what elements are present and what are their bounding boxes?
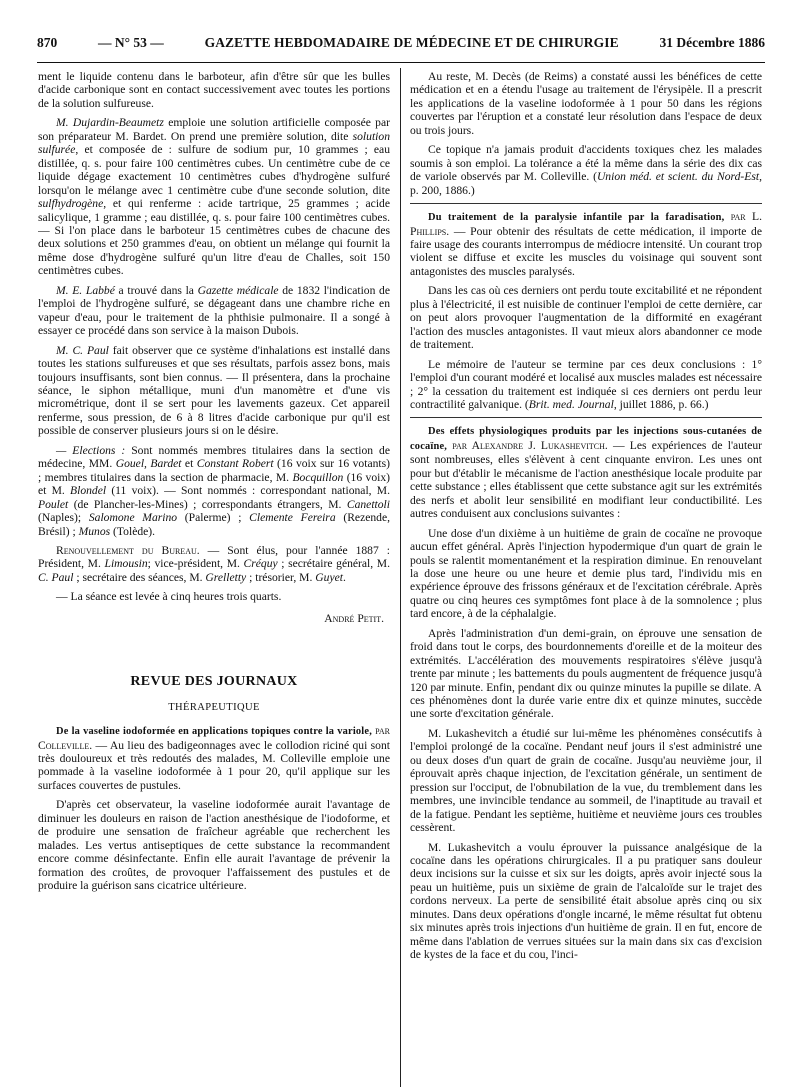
- journal-reference: Brit. med. Journal: [528, 397, 614, 411]
- bureau-label: Renouvellement du Bureau.: [56, 543, 200, 557]
- text-run: (Tolède).: [110, 524, 156, 538]
- article-title: Du traitement de la paralysie infantile par la faradisation,: [428, 212, 725, 224]
- paragraph-bureau: [38, 544, 390, 584]
- issue-number: — N° 53 —: [98, 35, 164, 50]
- column-divider: [400, 68, 401, 1087]
- article-separator: [410, 417, 762, 418]
- text-run: — Sont élus, pour l'année 1887 : Président, M.: [38, 543, 390, 571]
- text-run: et: [181, 457, 197, 471]
- term-italic: sulfhydrogène: [38, 197, 104, 211]
- text-run: (Palerme) ;: [177, 511, 250, 525]
- text-run: Sont nommés membres titulaires dans la section de médecine, MM.: [38, 443, 390, 471]
- article-cocaine: [410, 424, 762, 520]
- text-run: a trouvé dans la: [114, 283, 198, 297]
- paragraph-continuation: ment le liquide contenu dans le barboteur, afin d'être sûr que les bulles d'acide carbonique sont en contact successivement avec toutes les portions de la solution sulfureuse.: [38, 70, 390, 110]
- person-name: Guyet: [315, 570, 343, 584]
- paragraph-dose: Une dose d'un dixième à un huitième de grain de cocaïne ne provoque aucun effet général. Après l'injection hypodermique d'un quart de grain le pouls se ralentit momentanément et la respiration diminue. En renouvelant la dose une heure ou une heure et demie plus tard, l'individu mis en expérience éprouve des frissons généraux et de l'excitation cérébrale. Après quatre ou cinq heures ces symptômes font place à de la somnolence ; plus tard encore, à de la céphalalgie.: [410, 526, 762, 621]
- text-run: ; trésorier, M.: [246, 570, 316, 584]
- article-author: par Colleville.: [38, 724, 390, 752]
- article-paralysie: [410, 210, 762, 278]
- article-author: par L. Phillips.: [410, 210, 762, 238]
- text-run: , juillet 1886, p. 66.): [613, 397, 709, 411]
- paragraph-etudie: M. Lukashevitch a étudié sur lui-même les phénomènes consécutifs à l'emploi prolongé de la cocaïne. Pendant neuf jours il s'est administré une ou deux doses d'un quart de grain de cocaïne. Jusqu'au neuvième jour, il éprouvait après chaque injection, de l'excitation générale, un sentiment de pression sur l'occiput, de l'obnubilation de la vue, du tremblement dans les membres, une invincible tendance au sommeil, de l'inaptitude au travail et de la fatigue. Pendant les septième, huitième et neuvième jours ces troubles cessèrent.: [410, 726, 762, 835]
- person-name: Limousin: [104, 557, 148, 571]
- page-header: [37, 36, 765, 63]
- paragraph-topique: [410, 143, 762, 197]
- text-run: fait observer que ce système d'inhalations est installé dans toutes les stations sulfureuses et que ses résultats, parfois assez bons, mais toujours insuffisants, sont bien connus. — Il présentera, dans la prochaine séance, le siphon métallique, muni d'un manomètre et d'une vis micrométrique, dont il se sert pour les lavements gazeux. Cet appareil renferme, sous pression, de 6 à 8 litres d'acide carbonique pur qu'il est possible de conserver plusieurs jours si on le désire.: [38, 343, 390, 438]
- section-title: REVUE DES JOURNAUX: [130, 674, 298, 690]
- person-name: M. Dujardin-Beaumetz: [56, 116, 164, 130]
- text-run: Ce topique n'a jamais produit d'accidents toxiques chez les malades soumis à son emploi. La tolérance a été la même dans la série des dix cas de variole observés par M. Colleville. (: [410, 143, 762, 184]
- person-name: Munos: [78, 524, 111, 538]
- text-run: .: [342, 570, 346, 584]
- text-run: ; secrétaire général, M.: [277, 557, 390, 571]
- paragraph-dujardin: [38, 116, 390, 277]
- paragraph-labbe: [38, 284, 390, 338]
- text-run: (Naples);: [38, 511, 89, 525]
- paragraph-excitabilite: Dans les cas où ces derniers ont perdu toute excitabilité et ne répondent plus à l'électricité, il est nuisible de continuer l'emploi de cette dernière, car on peut alors provoquer l'augmentation de la difformité en exagérant l'action des muscles antagonistes. Il vaut mieux alors abandonner ce mode de traitement.: [410, 284, 762, 352]
- paragraph-deces: Au reste, M. Decès (de Reims) a constaté aussi les bénéfices de cette médication et en a étendu l'usage au traitement de l'érysipèle. Il a prescrit les applications de la vaseline iodoformée à 1 pour 50 dans les régions couvertes par l'éruption et a constaté leur résolution dans l'espace de deux ou trois jours.: [410, 70, 762, 137]
- elections-label: — Elections :: [56, 443, 126, 457]
- text-run: (11 voix). — Sont nommés : correspondant national, M.: [106, 484, 390, 498]
- signature-text: André Petit.: [324, 611, 384, 625]
- term-italic: solution sulfurée: [38, 129, 390, 157]
- text-run: , et qui renferme : acide tartrique, 25 grammes ; acide salicylique, 1 gramme ; eau distillée, q. s. pour faire 100 centimètres cubes. — Si l'on place dans le barboteur 15 centimètres cubes de chacune des deux solutions et 250 grammes d'eau, on obtient un mélange qui fournit la même dose d'hydrogène sulfuré qu'un litre d'eau de Challes, soit 150 centimètres cubes.: [38, 197, 390, 278]
- text-run: ; secrétaire des séances, M.: [73, 570, 206, 584]
- paragraph-paul: [38, 344, 390, 438]
- person-name: M. E. Labbé: [56, 283, 115, 297]
- journal-name: Gazette médicale: [197, 283, 279, 297]
- text-run: — Au lieu des badigeonnages avec le collodion riciné qui sont très douloureux et très redoutés des malades, M. Colleville emploie une pommade à la vaseline iodoformée à 1 pour 20, qu'il applique sur les surfaces couvertes de pustules.: [38, 738, 390, 792]
- paragraph-closing: — La séance est levée à cinq heures trois quarts.: [56, 590, 282, 604]
- text-run: Le mémoire de l'auteur se termine par ces deux conclusions : 1° l'emploi d'un courant modéré et localisé aux muscles malades est nécessaire ; 2° la cessation du traitement est indiquée si ces derniers ont perdu leur contractilité galvanique. (: [410, 357, 762, 411]
- article-title: Des effets physiologiques produits par les injections sous-cutanées de cocaïne,: [410, 426, 762, 452]
- person-name: M. C. Paul: [56, 343, 109, 357]
- text-run: (de Plancher-les-Mines) ; correspondants étrangers, M.: [68, 497, 347, 511]
- article-author: par Alexandre J. Lukashevitch.: [447, 438, 608, 452]
- person-name: C. Paul: [38, 570, 74, 584]
- article-vaseline: [38, 724, 390, 792]
- person-name: Poulet: [38, 497, 69, 511]
- journal-title: GAZETTE HEBDOMADAIRE DE MÉDECINE ET DE CHIRURGIE: [204, 35, 619, 50]
- section-subtitle: THÉRAPEUTIQUE: [168, 701, 260, 713]
- person-name: Grelletty: [205, 570, 247, 584]
- text-run: ; vice-président, M.: [147, 557, 244, 571]
- right-column: [410, 70, 762, 1087]
- left-column: [38, 70, 390, 1087]
- text-run: (Rezende, Brésil) ;: [38, 511, 390, 538]
- person-name: Clemente Fereira: [249, 511, 336, 525]
- page-number: 870: [37, 35, 58, 50]
- text-run: , p. 200, 1886.): [410, 170, 762, 197]
- person-name: Créquy: [243, 557, 278, 571]
- paragraph-analgesique: M. Lukashevitch a voulu éprouver la puissance analgésique de la cocaïne dans les opérations chirurgicales. Il a pu pratiquer sans douleur deux incisions sur la cuisse et six sur les doigts, après avoir injecté sous la peau un huitième, puis un sixième de grain de l'alcaloïde sur le trajet des cordons nerveux. La perte de sensibilité était absolue après cinq ou six minutes. Dans deux opérations d'ongle incarné, le même résultat fut obtenu six minutes après trois injections d'un huitième de grain. Il en fut, encore de même dans l'ablation de verrues situées sur la main dans six cas d'excision de kystes de la face et du cou, l'inci-: [410, 840, 762, 962]
- person-name: Constant Robert: [196, 457, 274, 471]
- paragraph-elections: [38, 444, 390, 538]
- text-run: (16 voix) et M.: [38, 470, 390, 498]
- paragraph-observateur: D'après cet observateur, la vaseline iodoformée aurait l'avantage de diminuer les douleurs en raison de l'action anesthésique de l'iodoforme, et de produire une sensation de fraîcheur agréable que recherchent les malades. Les vertus antiseptiques de cette substance la recommandent encore comme désinfectante. Enfin elle aurait l'avantage de prévenir la formation des croûtes, de provoquer l'affaissement des pustules et de produire la guérison sans cicatrice ultérieure.: [38, 798, 390, 893]
- person-name: Canettoli: [346, 497, 390, 511]
- journal-reference: Union méd. et scient. du Nord-Est: [596, 170, 760, 184]
- signature: [38, 612, 390, 625]
- article-title: De la vaseline iodoformée en applications topiques contre la variole,: [56, 726, 373, 738]
- text-run: , et composée de : sulfure de sodium pur, 10 grammes ; eau distillée, q. s. pour faire 100 centimètres cubes. Un centimètre cube de ce liquide dégage exactement 10 centimètres cubes d'hydrogène sulfuré lorsqu'on le mélange avec 1 centimètre cube d'une seconde solution, dite: [38, 143, 390, 197]
- text-run: — Pour obtenir des résultats de cette médication, il importe de faire usage des courants interrompus de médiocre intensité. Un courant trop violent se diffuse et excite les muscles du voisinage qui souvent sont antagonistes des muscles paralysés.: [410, 224, 762, 278]
- person-name: Blondel: [70, 484, 107, 498]
- text-run: de 1832 l'indication de l'emploi de l'hydrogène sulfuré, se dégageant dans une chambre riche en vapeur d'eau, pour le traitement de la phthisie pulmonaire. Il a songé à essayer ce procédé dans son service à la maison Dubois.: [38, 283, 390, 338]
- text-run: (16 voix sur 16 votants) ; membres titulaires dans la section de pharmacie, M.: [38, 457, 390, 484]
- paragraph-demi-grain: Après l'administration d'un demi-grain, on éprouve une sensation de froid dans tout le corps, des bourdonnements d'oreille et de la moiteur des extrémités. L'accélération des mouvements respiratoires s'élève jusqu'à trente par minute ; les battements du pouls augmentent de fréquence jusqu'à 120 par minute. Enfin, pendant dix ou quinze minutes la pupille se dilate. A ces phénomènes dont la durée varie entre dix et quinze minutes, succède une sorte d'excitation générale.: [410, 626, 762, 721]
- article-separator: [410, 203, 762, 204]
- person-name: Salomone Marino: [88, 511, 178, 525]
- text-run: — Les expériences de l'auteur sont nombreuses, elles s'élèvent à cent cinquante environ. Les unes ont pour but d'établir le mécanisme de l'action anesthésique locale produite par cette substance ; elles établissent que cette substance agit sur les extrémités des nerfs et abolit leur sensibilité en modifiant leur conductibilité. Les autres conduisent aux conclusions suivantes :: [410, 438, 762, 521]
- paragraph-memoire: [410, 358, 762, 412]
- person-name: Gouel, Bardet: [115, 457, 182, 471]
- person-name: Bocquillon: [292, 470, 344, 484]
- issue-date: 31 Décembre 1886: [659, 35, 765, 50]
- text-run: emploie une solution artificielle composée par son préparateur M. Bardet. On prend une première solution, dite: [38, 116, 390, 143]
